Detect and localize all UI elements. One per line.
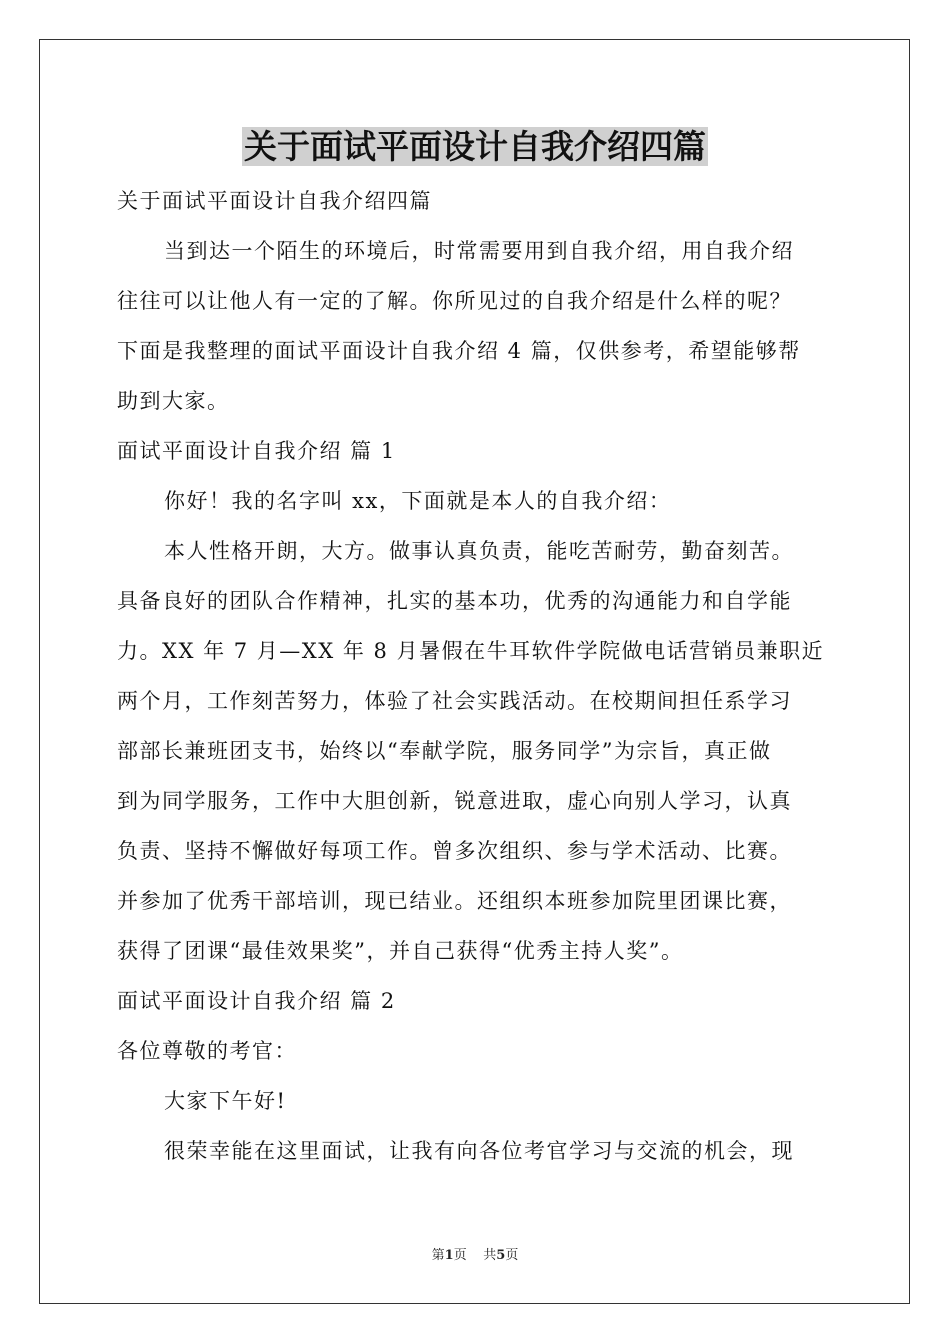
paragraph-line: 部部长兼班团支书，始终以“奉献学院，服务同学”为宗旨，真正做 [117,739,772,763]
page-suffix: 页 [453,1248,467,1263]
page-number: 1 [444,1248,454,1263]
section-heading: 面试平面设计自我介绍 篇 2 [117,989,396,1013]
paragraph-line: 力。XX 年 7 月—XX 年 8 月暑假在牛耳软件学院做电话营销员兼职近 [117,639,825,663]
paragraph-line: 当到达一个陌生的环境后，时常需要用到自我介绍，用自我介绍 [164,239,794,263]
document-title [0,124,950,170]
total-suffix: 页 [505,1248,519,1263]
paragraph-line: 往往可以让他人有一定的了解。你所见过的自我介绍是什么样的呢？ [117,289,792,313]
paragraph-line: 并参加了优秀干部培训，现已结业。还组织本班参加院里团课比赛， [117,889,792,913]
salutation-line: 各位尊敬的考官： [117,1039,297,1063]
paragraph-line: 本人性格开朗，大方。做事认真负责，能吃苦耐劳，勤奋刻苦。 [164,539,794,563]
section-heading: 面试平面设计自我介绍 篇 1 [117,439,396,463]
paragraph-line: 负责、坚持不懈做好每项工作。曾多次组织、参与学术活动、比赛。 [117,839,792,863]
document-body [117,176,833,1176]
paragraph-line: 助到大家。 [117,389,230,413]
paragraph-line: 你好！我的名字叫 xx，下面就是本人的自我介绍： [164,489,672,513]
page-total: 5 [496,1248,506,1263]
paragraph-line: 两个月，工作刻苦努力，体验了社会实践活动。在校期间担任系学习 [117,689,792,713]
page-footer [0,1246,950,1266]
document-title-text: 关于面试平面设计自我介绍四篇 [244,127,706,166]
subtitle-line: 关于面试平面设计自我介绍四篇 [117,189,432,213]
greeting-line: 大家下午好! [164,1089,287,1113]
paragraph-line: 获得了团课“最佳效果奖”，并自己获得“优秀主持人奖”。 [117,939,684,963]
paragraph-line: 很荣幸能在这里面试，让我有向各位考官学习与交流的机会，现 [164,1139,794,1163]
paragraph-line: 具备良好的团队合作精神，扎实的基本功，优秀的沟通能力和自学能 [117,589,792,613]
page-prefix: 第 [431,1248,445,1263]
total-prefix: 共 [483,1248,497,1263]
paragraph-line: 到为同学服务，工作中大胆创新，锐意进取，虚心向别人学习，认真 [117,789,792,813]
paragraph-line: 下面是我整理的面试平面设计自我介绍 4 篇，仅供参考，希望能够帮 [117,339,801,363]
